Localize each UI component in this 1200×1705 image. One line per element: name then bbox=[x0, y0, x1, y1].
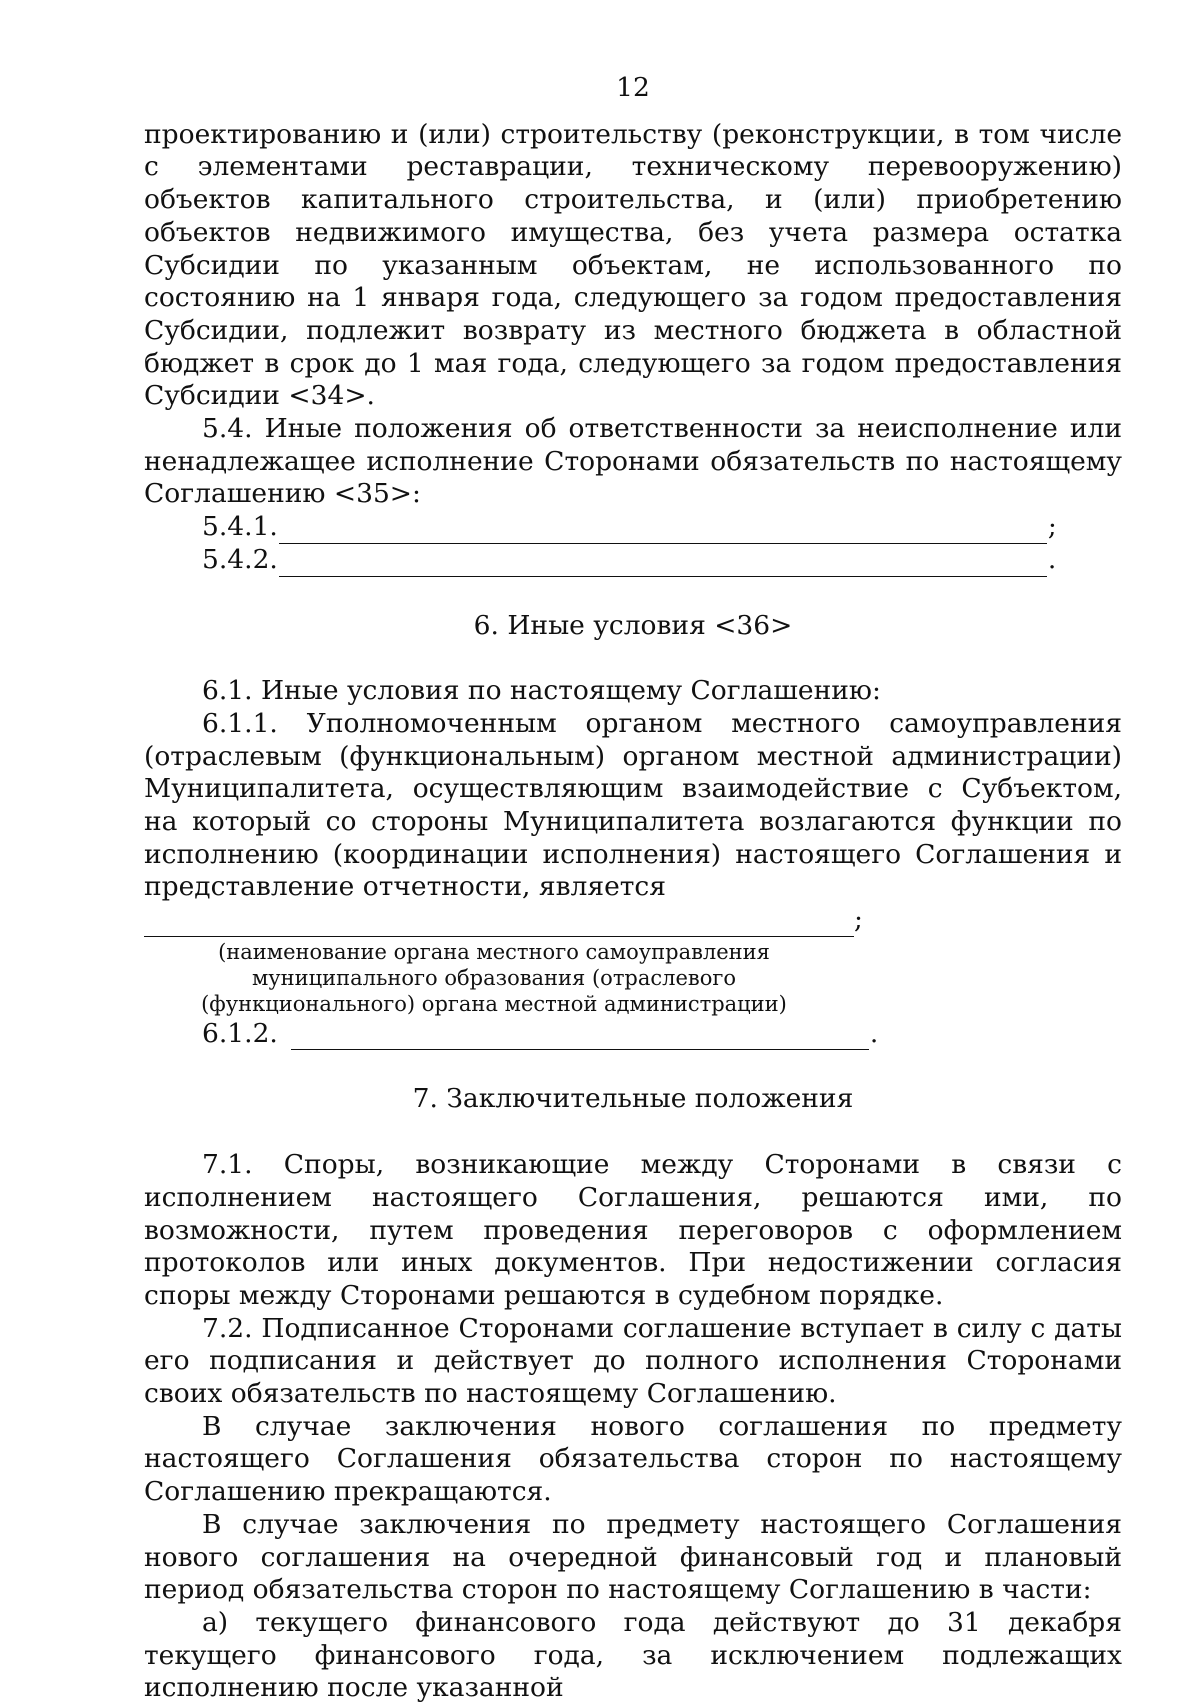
authority-blank bbox=[144, 912, 854, 937]
item-6-1-2-label: 6.1.2. bbox=[202, 1017, 278, 1049]
item-5-4-1 bbox=[144, 511, 1122, 544]
section-7-title: 7. Заключительные положения bbox=[412, 1083, 854, 1115]
item-5-4-1-label: 5.4.1. bbox=[202, 511, 278, 543]
item-5-4-1-end: ; bbox=[1047, 511, 1057, 543]
authority-caption bbox=[144, 939, 844, 1018]
paragraph-7-1: 7.1. Споры, возникающие между Сторонами в связи с исполнением настоящего Соглашения, решаются ими, по возможности, путем проведения переговоров с оформлением протоколов или иных документов. При недостижении согласия споры между Сторонами решаются в судебном порядке. bbox=[144, 1149, 1122, 1311]
page-number: 12 bbox=[616, 72, 650, 103]
item-5-4-2-end: . bbox=[1047, 543, 1057, 575]
paragraph-5-4: 5.4. Иные положения об ответственности за неисполнение или ненадлежащее исполнение Сторонами обязательств по настоящему Соглашению <35>: bbox=[144, 413, 1122, 510]
paragraph-next-year: В случае заключения по предмету настоящего Соглашения нового соглашения на очередной финансовый год и плановый период обязательства сторон по настоящему Соглашению в части: bbox=[144, 1508, 1122, 1606]
paragraph-a: а) текущего финансового года действуют до 31 декабря текущего финансового года, за исключением подлежащих исполнению после указанной bbox=[144, 1606, 1122, 1704]
caption-line: (функционального) органа местной администрации) bbox=[201, 992, 787, 1017]
section-6-title: 6. Иные условия <36> bbox=[473, 609, 793, 641]
authority-blank-line bbox=[144, 904, 1122, 937]
document-page bbox=[144, 72, 1122, 1705]
caption-line: муниципального образования (отраслевого bbox=[251, 966, 737, 991]
paragraph-7-2: 7.2. Подписанное Сторонами соглашение вступает в силу с даты его подписания и действует до полного исполнения Сторонами своих обязательств по настоящему Соглашению. bbox=[144, 1312, 1122, 1410]
paragraph-new-agreement: В случае заключения нового соглашения по предмету настоящего Соглашения обязательства сторон по настоящему Соглашению прекращаются. bbox=[144, 1410, 1122, 1508]
item-6-1-2-blank bbox=[291, 1025, 869, 1050]
paragraph-continuation: проектированию и (или) строительству (реконструкции, в том числе с элементами реставрации, техническому перевооружению) объектов капитального строительства, и (или) приобретению объектов недвижимого имущества, без учета размера остатка Субсидии по указанным объектам, не использованного по состоянию на 1 января года, следующего за годом предоставления Субсидии, подлежит возврату из местного бюджета в областной бюджет в срок до 1 мая года, следующего за годом предоставления Субсидии <34>. bbox=[144, 118, 1122, 412]
paragraph-6-1-1: 6.1.1. Уполномоченным органом местного самоуправления (отраслевым (функциональным) органом местной администрации) Муниципалитета, осуществляющим взаимодействие с Субъектом, на который со стороны Муниципалитета возлагаются функции по исполнению (координации исполнения) настоящего Соглашения и представление отчетности, является bbox=[144, 707, 1122, 903]
item-5-4-2-blank bbox=[279, 552, 1047, 577]
item-5-4-1-blank bbox=[279, 519, 1047, 544]
item-5-4-2 bbox=[144, 544, 1122, 577]
item-6-1-2 bbox=[144, 1018, 1122, 1051]
caption-line: (наименование органа местного самоуправления bbox=[218, 939, 770, 964]
authority-blank-end: ; bbox=[854, 904, 863, 936]
item-6-1-2-end: . bbox=[869, 1017, 879, 1049]
paragraph-6-1: 6.1. Иные условия по настоящему Соглашению: bbox=[202, 675, 881, 707]
item-5-4-2-label: 5.4.2. bbox=[202, 543, 278, 575]
